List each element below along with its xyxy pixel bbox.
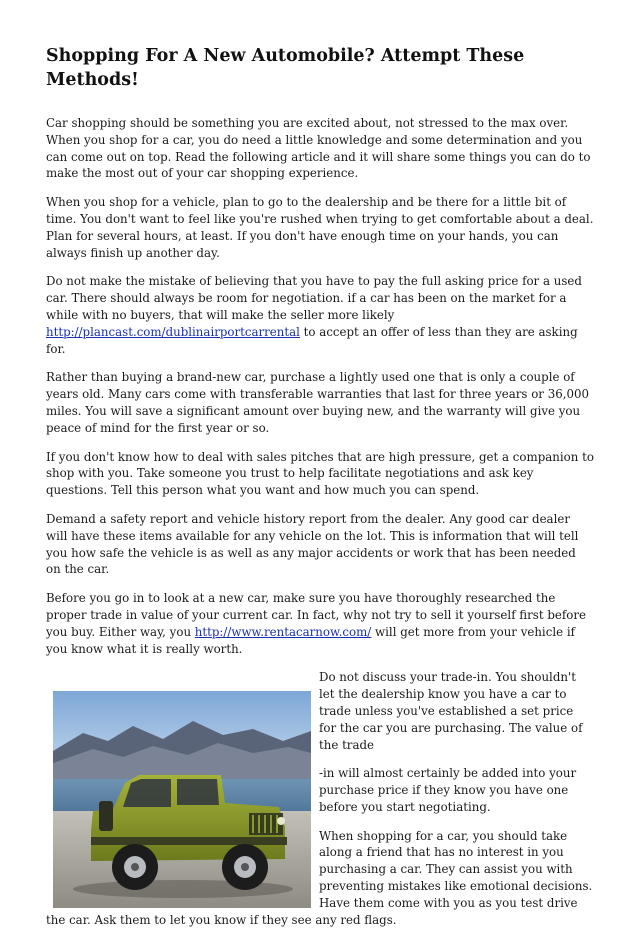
paragraph-intro: Car shopping should be something you are excited about, not stressed to the max over. When you shop for a car, you do need a little knowledge and some determination and you can come out on top. Read the following article and it will share some things you can do to make the most out of your car shopping experience. <box>46 116 591 181</box>
paragraph-text: Before you go in to look at a new car, make sure you have thoroughly researched the proper trade in value of your current car. In fact, why not try to sell it yourself first before you buy. Either way, you <box>46 591 586 639</box>
article-title: Shopping For A New Automobile? Attempt These Methods! <box>46 46 525 90</box>
article-body <box>46 44 594 940</box>
paragraph-companion: If you don't know how to deal with sales pitches that are high pressure, get a companion to shop with you. Take someone you trust to help facilitate negotiations and ask key questions. Tell this person what you want and how much you can spend. <box>46 449 594 498</box>
paragraph-negotiation <box>46 273 594 357</box>
paragraph-time: When you shop for a vehicle, plan to go to the dealership and be there for a little bit of time. You don't want to feel like you're rushed when trying to get comfortable about a deal. Plan for several hours, at least. If you don't have enough time on your hands, you can always finish up another day. <box>46 195 594 260</box>
plancast-link[interactable]: http://plancast.com/dublinairportcarrental <box>46 324 300 339</box>
paragraph-text: to accept an offer of less than they are asking for. <box>46 324 578 356</box>
paragraph-text: Do not make the mistake of believing that you have to pay the full asking price for a used car. There should always be room for negotiation. if a car has been on the market for a while with no buyers, that will make the seller more likely <box>46 274 582 322</box>
paragraph-trade-in-continued: -in will almost certainly be added into your purchase price if they know you have one before you start negotiating. <box>319 766 577 814</box>
paragraph-friend: When shopping for a car, you should take along a friend that has no interest in you purchasing a car. They can assist you with preventing mistakes like emotional decisions. Have them come with you as you test drive the car. Ask them to let you know if they see any red flags. <box>46 828 593 927</box>
paragraph-trade-in: Do not discuss your trade-in. You shouldn't let the dealership know you have a car to trade unless you've established a set price for the car you are purchasing. The value of the trade <box>319 670 583 752</box>
rentacarnow-link[interactable]: http://www.rentacarnow.com/ <box>194 624 372 639</box>
paragraph-used-car: Rather than buying a brand-new car, purchase a lightly used one that is only a couple of years old. Many cars come with transferable warranties that last for three years or 36,000 miles. You will save a significant amount over buying new, and the warranty will give you peace of mind for the first year or so. <box>46 370 589 435</box>
paragraph-text: will get more from your vehicle if you know what it is really worth. <box>46 624 575 656</box>
paragraph-safety-report: Demand a safety report and vehicle history report from the dealer. Any good car dealer will have these items available for any vehicle on the lot. This is information that will tell you how safe the vehicle is as well as any major accidents or work that has been needed on the car. <box>46 511 579 577</box>
jeep-image <box>53 691 311 908</box>
paragraph-trade-value <box>46 590 594 657</box>
jeep-photo <box>53 691 311 908</box>
